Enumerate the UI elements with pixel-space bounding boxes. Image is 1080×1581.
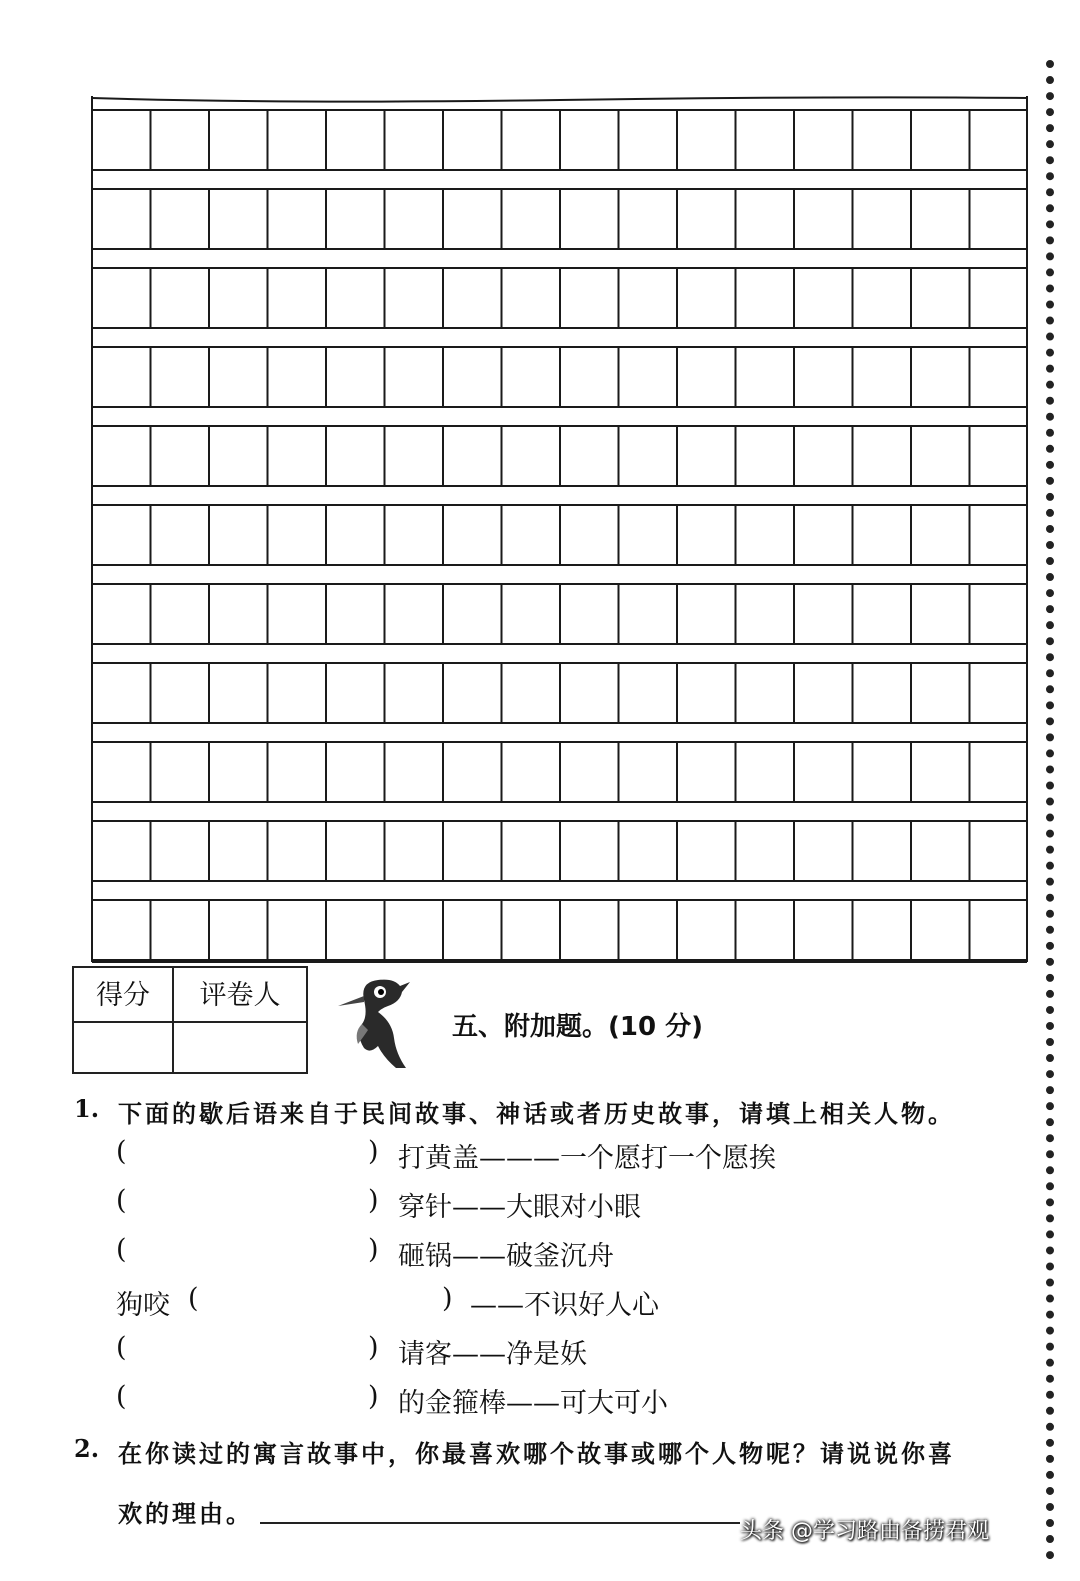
question-2-number: 2. <box>74 1434 100 1463</box>
proverb-row <box>0 1234 1040 1274</box>
proverb-text: 的金箍棒——可大可小 <box>398 1388 668 1419</box>
question-2-text: 在你读过的寓言故事中，你最喜欢哪个故事或哪个人物呢？请说说你喜 <box>118 1439 955 1468</box>
section-title: 五、附加题。(10 分) <box>452 1012 703 1042</box>
proverb-text: 穿针——大眼对小眼 <box>398 1192 641 1223</box>
proverb-text: 打黄盖———一个愿打一个愿挨 <box>398 1143 776 1174</box>
proverb-text: 请客——净是妖 <box>398 1339 587 1370</box>
left-paren: ( <box>116 1185 127 1216</box>
proverb-row <box>0 1381 1040 1421</box>
proverb-text: ——不识好人心 <box>470 1290 659 1321</box>
writing-grid <box>90 96 1030 966</box>
answer-line[interactable] <box>260 1522 740 1524</box>
score-cell[interactable] <box>74 1023 174 1072</box>
proverb-prefix: 狗咬 <box>116 1290 170 1321</box>
proverb-row <box>0 1185 1040 1225</box>
grader-label: 评卷人 <box>199 980 281 1011</box>
left-paren: ( <box>116 1136 127 1167</box>
woodpecker-icon <box>334 972 414 1072</box>
right-paren: ) <box>368 1332 379 1363</box>
right-paren: ) <box>368 1234 379 1265</box>
binding-edge <box>1046 60 1054 1560</box>
grader-cell[interactable] <box>174 1023 306 1072</box>
grid-frame-top <box>92 97 1028 101</box>
watermark: 头条 @学习路由备捞君观 <box>740 1519 989 1544</box>
question-1-number: 1. <box>74 1094 100 1123</box>
proverb-row <box>0 1136 1040 1176</box>
proverb-text: 砸锅——破釜沉舟 <box>398 1241 614 1272</box>
question-1-text: 下面的歇后语来自于民间故事、神话或者历史故事，请填上相关人物。 <box>118 1099 955 1128</box>
left-paren: ( <box>188 1283 199 1314</box>
score-table <box>72 966 308 1074</box>
right-paren: ) <box>442 1283 453 1314</box>
left-paren: ( <box>116 1332 127 1363</box>
left-paren: ( <box>116 1234 127 1265</box>
score-label: 得分 <box>74 968 174 1023</box>
right-paren: ) <box>368 1136 379 1167</box>
left-paren: ( <box>116 1381 127 1412</box>
proverb-row <box>0 1283 1040 1323</box>
proverb-row <box>0 1332 1040 1372</box>
question-2-text-continued: 欢的理由。 <box>118 1499 253 1528</box>
right-paren: ) <box>368 1381 379 1412</box>
right-paren: ) <box>368 1185 379 1216</box>
